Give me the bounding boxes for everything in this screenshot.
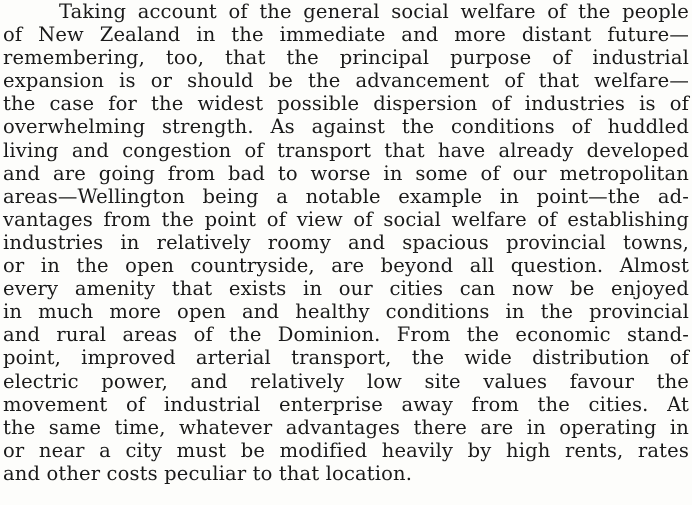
text-line: vantages from the point of view of social welfare of establishing [3,207,689,231]
text-line: and other costs peculiar to that location. [3,461,413,485]
text-line: remembering, too, that the principal purpose of industrial [3,46,689,70]
text-line: or near a city must be modified heavily by high rents, rates [3,438,689,462]
text-line: living and congestion of transport that have already developed [3,138,689,162]
text-line: every amenity that exists in our cities can now be enjoyed [3,277,689,301]
text-line: the case for the widest possible dispersion of industries is of [3,92,689,116]
text-line: in much more open and healthy conditions in the provincial [3,300,689,324]
text-line: movement of industrial enterprise away from the cities. At [3,392,689,416]
text-line: point, improved arterial transport, the wide distribution of [3,346,689,370]
text-line: Taking account of the general social welfare of the people [59,0,689,23]
text-line: of New Zealand in the immediate and more distant future— [3,23,689,47]
text-line: overwhelming strength. As against the conditions of huddled [3,115,689,139]
text-line: expansion is or should be the advancement of that welfare— [3,69,689,93]
text-line: and rural areas of the Dominion. From the economic stand- [3,323,689,347]
text-line: the same time, whatever advantages there are in operating in [3,415,689,439]
text-line: or in the open countryside, are beyond all question. Almost [3,254,689,278]
body-paragraph [3,0,689,485]
text-line: electric power, and relatively low site values favour the [3,369,689,393]
text-line: areas—Wellington being a notable example in point—the ad- [3,184,689,208]
text-line: industries in relatively roomy and spacious provincial towns, [3,230,689,254]
text-line: and are going from bad to worse in some of our metropolitan [3,161,689,185]
